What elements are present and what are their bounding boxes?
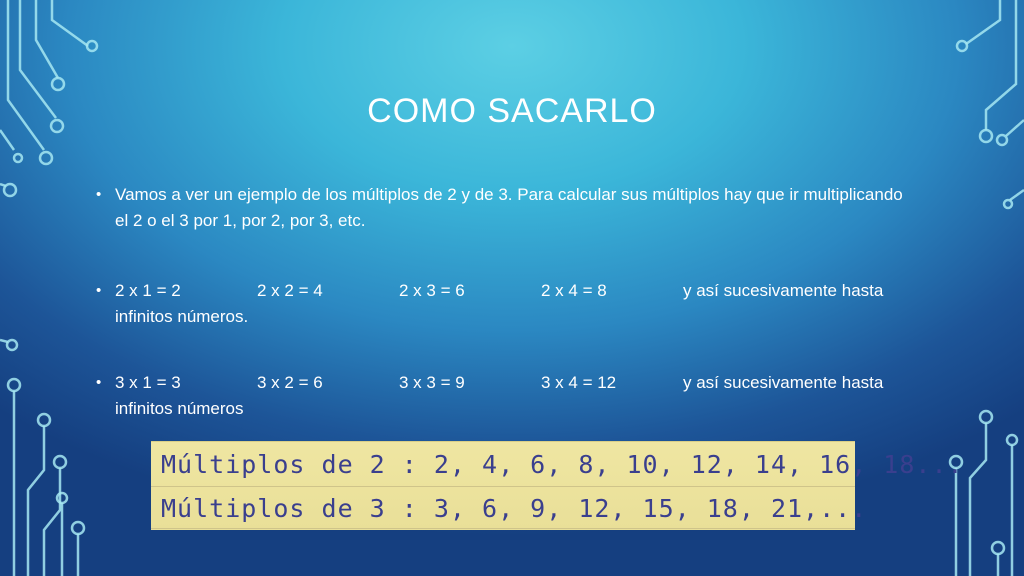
row-continuation-text: infinitos números	[115, 399, 244, 418]
multiplication-item: 2 x 2 = 4	[257, 281, 323, 300]
bullet-dot: •	[96, 186, 102, 203]
handwritten-multiples-of-3: Múltiplos de 3 : 3, 6, 9, 12, 15, 18, 21,...	[161, 494, 868, 523]
row-tail-text: y así sucesivamente hasta	[683, 281, 884, 300]
multiplication-item: 3 x 3 = 9	[399, 373, 465, 392]
slide-title: COMO SACARLO	[367, 92, 657, 130]
row-continuation-text: infinitos números.	[115, 307, 249, 326]
bullet-multiples-of-2	[96, 278, 916, 330]
paper-rule-line	[151, 486, 855, 487]
bullet-multiples-of-3	[96, 370, 916, 422]
row-tail-text: y así sucesivamente hasta	[683, 373, 884, 392]
multiplication-item: 3 x 4 = 12	[541, 373, 617, 392]
multiplication-item: 2 x 1 = 2	[115, 281, 181, 300]
multiplication-item: 3 x 1 = 3	[115, 373, 181, 392]
bullet-intro	[96, 182, 916, 234]
multiplication-row	[115, 370, 916, 396]
multiplication-item: 3 x 2 = 6	[257, 373, 323, 392]
handwritten-multiples-of-2: Múltiplos de 2 : 2, 4, 6, 8, 10, 12, 14, 16, 18...	[161, 450, 964, 479]
multiplication-item: 2 x 4 = 8	[541, 281, 607, 300]
paper-rule-line	[151, 528, 855, 529]
bullet-intro-text: Vamos a ver un ejemplo de los múltiplos de 2 y de 3. Para calcular sus múltiplos hay que ir multiplicando el 2 o el 3 por 1, por 2, por 3, etc.	[115, 185, 903, 230]
bullet-dot: •	[96, 282, 102, 299]
bullet-dot: •	[96, 374, 102, 391]
multiplication-item: 2 x 3 = 6	[399, 281, 465, 300]
handwritten-multiples-image	[151, 441, 964, 530]
bullet-list	[96, 182, 916, 462]
multiplication-row	[115, 278, 916, 304]
